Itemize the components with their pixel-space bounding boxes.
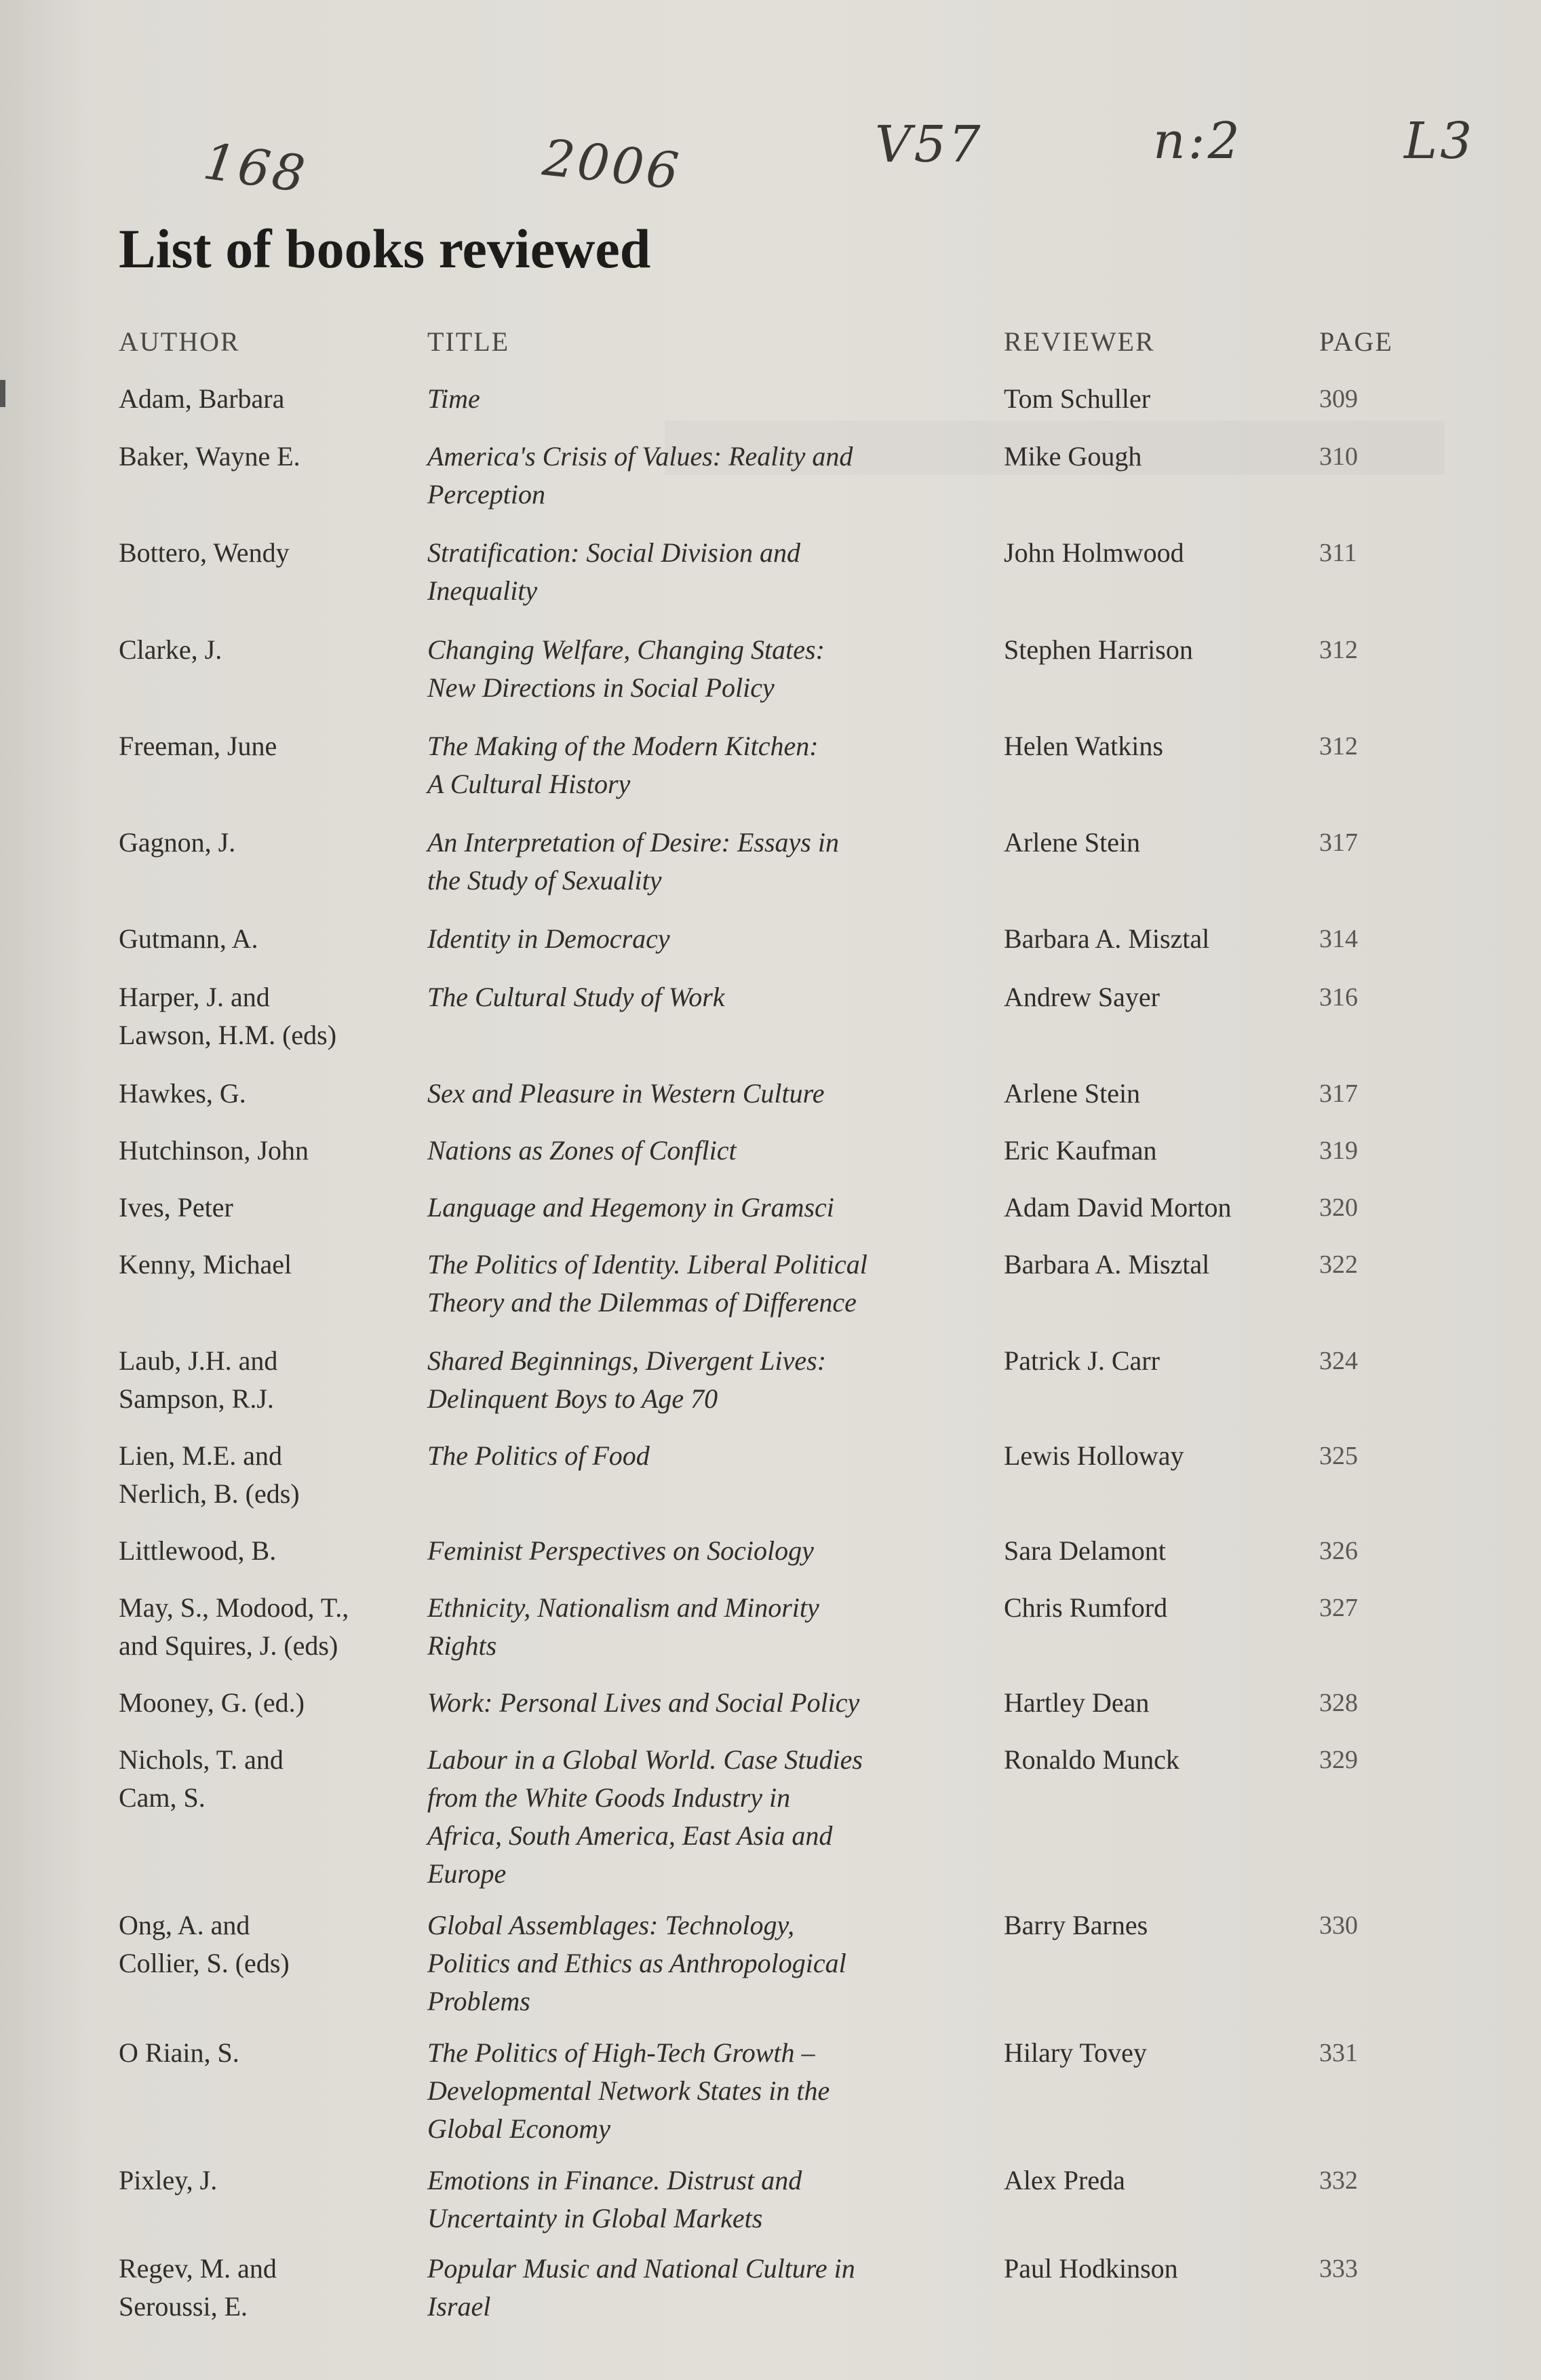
page-cell: 333 <box>1319 2254 1358 2283</box>
annotation-l3: L3 <box>1404 112 1475 170</box>
page-cell: 312 <box>1319 732 1358 761</box>
column-header-page: PAGE <box>1319 326 1393 357</box>
title-cell: Nations as Zones of Conflict <box>427 1135 737 1166</box>
title-cell: Ethnicity, Nationalism and Minority Rights <box>427 1592 819 1661</box>
author-cell: Baker, Wayne E. <box>119 441 300 472</box>
reviewer-cell: Andrew Sayer <box>1004 982 1160 1012</box>
page-cell: 319 <box>1319 1136 1358 1165</box>
page-cell: 317 <box>1319 1079 1358 1108</box>
author-cell: Kenny, Michael <box>119 1249 292 1280</box>
page-cell: 309 <box>1319 385 1358 413</box>
title-cell: Time <box>427 383 480 414</box>
title-cell: The Politics of High-Tech Growth – Developmental Network States in the Global Economy <box>427 2037 830 2144</box>
author-cell: Nichols, T. and Cam, S. <box>119 1744 284 1813</box>
page-title: List of books reviewed <box>119 218 651 280</box>
author-cell: Bottero, Wendy <box>119 537 290 568</box>
title-cell: Identity in Democracy <box>427 923 670 954</box>
author-cell: Hutchinson, John <box>119 1135 309 1166</box>
page-cell: 317 <box>1319 828 1358 857</box>
reviewer-cell: Chris Rumford <box>1004 1592 1168 1623</box>
author-cell: Hawkes, G. <box>119 1078 246 1109</box>
reviewer-cell: Alex Preda <box>1004 2165 1125 2195</box>
reviewer-cell: Adam David Morton <box>1004 1192 1232 1223</box>
page-cell: 328 <box>1319 1689 1358 1717</box>
reviewer-cell: Barbara A. Misztal <box>1004 923 1210 954</box>
annotation-volume: V57 <box>875 115 983 174</box>
title-cell: The Making of the Modern Kitchen: A Cultural History <box>427 731 819 799</box>
reviewer-cell: Sara Delamont <box>1004 1535 1166 1566</box>
reviewer-cell: Eric Kaufman <box>1004 1135 1157 1166</box>
reviewer-cell: Barry Barnes <box>1004 1910 1148 1940</box>
reviewer-cell: Arlene Stein <box>1004 1078 1141 1109</box>
reviewer-cell: Hartley Dean <box>1004 1687 1150 1718</box>
author-cell: Laub, J.H. and Sampson, R.J. <box>119 1345 278 1414</box>
title-cell: Feminist Perspectives on Sociology <box>427 1535 814 1566</box>
author-cell: Littlewood, B. <box>119 1535 277 1566</box>
column-header-author: AUTHOR <box>119 326 240 357</box>
column-header-title: TITLE <box>427 326 510 357</box>
page-cell: 311 <box>1319 539 1357 567</box>
title-cell: Emotions in Finance. Distrust and Uncertainty in Global Markets <box>427 2165 802 2233</box>
reviewer-cell: Barbara A. Misztal <box>1004 1249 1210 1280</box>
title-cell: An Interpretation of Desire: Essays in the Study of Sexuality <box>427 827 839 896</box>
title-cell: Stratification: Social Division and Inequality <box>427 537 800 606</box>
reviewer-cell: Stephen Harrison <box>1004 634 1193 665</box>
title-cell: Sex and Pleasure in Western Culture <box>427 1078 825 1109</box>
page-cell: 314 <box>1319 925 1358 953</box>
author-cell: May, S., Modood, T., and Squires, J. (eds) <box>119 1592 349 1661</box>
author-cell: Freeman, June <box>119 731 277 761</box>
page-cell: 326 <box>1319 1537 1358 1565</box>
title-cell: Global Assemblages: Technology, Politics and Ethics as Anthropological Problems <box>427 1910 846 2016</box>
title-cell: Language and Hegemony in Gramsci <box>427 1192 834 1223</box>
reviewer-cell: Lewis Holloway <box>1004 1440 1184 1471</box>
page-cell: 329 <box>1319 1746 1358 1774</box>
page-cell: 320 <box>1319 1193 1358 1222</box>
title-cell: The Politics of Identity. Liberal Political Theory and the Dilemmas of Difference <box>427 1249 867 1318</box>
page-cell: 310 <box>1319 442 1358 471</box>
author-cell: Ives, Peter <box>119 1192 233 1223</box>
page-cell: 325 <box>1319 1442 1358 1470</box>
reviewer-cell: Patrick J. Carr <box>1004 1345 1160 1376</box>
title-cell: Changing Welfare, Changing States: New Directions in Social Policy <box>427 634 825 703</box>
reviewer-cell: Arlene Stein <box>1004 827 1141 858</box>
page-cell: 327 <box>1319 1594 1358 1622</box>
reviewer-cell: Tom Schuller <box>1004 383 1151 414</box>
title-cell: Popular Music and National Culture in Israel <box>427 2253 855 2322</box>
title-cell: The Cultural Study of Work <box>427 982 725 1012</box>
reviewer-cell: John Holmwood <box>1004 537 1184 568</box>
column-header-reviewer: REVIEWER <box>1004 326 1155 357</box>
annotation-168: 168 <box>199 132 311 205</box>
page-cell: 331 <box>1319 2039 1358 2067</box>
author-cell: Adam, Barbara <box>119 383 285 414</box>
author-cell: Harper, J. and Lawson, H.M. (eds) <box>119 982 337 1050</box>
author-cell: Pixley, J. <box>119 2165 218 2195</box>
author-cell: Gagnon, J. <box>119 827 236 858</box>
page-cell: 330 <box>1319 1911 1358 1940</box>
title-cell: Labour in a Global World. Case Studies from the White Goods Industry in Africa, South America, East Asia and Europe <box>427 1744 863 1889</box>
annotation-number: n:2 <box>1153 112 1243 170</box>
page-cell: 332 <box>1319 2166 1358 2195</box>
reviewer-cell: Hilary Tovey <box>1004 2037 1147 2068</box>
reviewer-cell: Paul Hodkinson <box>1004 2253 1178 2284</box>
page-cell: 324 <box>1319 1347 1358 1375</box>
page-cell: 322 <box>1319 1250 1358 1279</box>
reviewer-cell: Mike Gough <box>1004 441 1142 472</box>
annotation-2006: 2006 <box>540 128 684 201</box>
page-cell: 316 <box>1319 983 1358 1012</box>
author-cell: Lien, M.E. and Nerlich, B. (eds) <box>119 1440 300 1509</box>
author-cell: Gutmann, A. <box>119 923 258 954</box>
reviewer-cell: Helen Watkins <box>1004 731 1163 761</box>
title-cell: Work: Personal Lives and Social Policy <box>427 1687 860 1718</box>
author-cell: Regev, M. and Seroussi, E. <box>119 2253 277 2322</box>
title-cell: The Politics of Food <box>427 1440 650 1471</box>
page-cell: 312 <box>1319 636 1358 664</box>
author-cell: Mooney, G. (ed.) <box>119 1687 305 1718</box>
title-cell: Shared Beginnings, Divergent Lives: Delinquent Boys to Age 70 <box>427 1345 827 1414</box>
reviewer-cell: Ronaldo Munck <box>1004 1744 1179 1775</box>
author-cell: O Riain, S. <box>119 2037 239 2068</box>
author-cell: Ong, A. and Collier, S. (eds) <box>119 1910 290 1978</box>
author-cell: Clarke, J. <box>119 634 222 665</box>
title-cell: America's Crisis of Values: Reality and Perception <box>427 441 853 510</box>
